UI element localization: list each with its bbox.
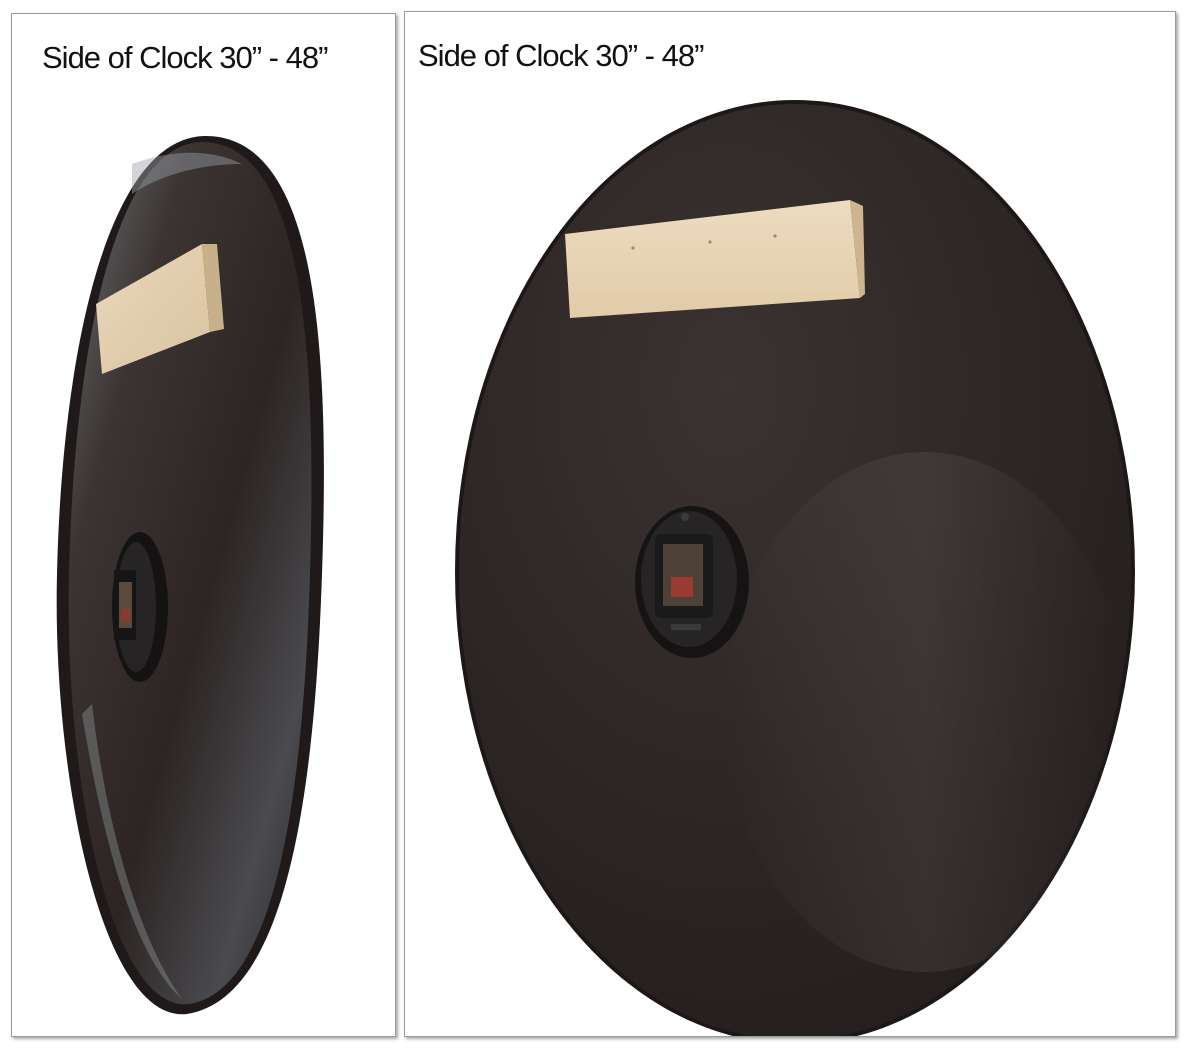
clock-movement — [635, 506, 749, 658]
left-caption: Side of Clock 30” - 48” — [42, 40, 328, 75]
left-photo-panel — [11, 13, 396, 1037]
left-clock-photo — [12, 14, 395, 1036]
right-caption: Side of Clock 30” - 48” — [418, 38, 704, 73]
clock-movement — [112, 532, 168, 682]
right-photo-panel — [404, 11, 1176, 1037]
right-clock-photo — [405, 12, 1175, 1036]
